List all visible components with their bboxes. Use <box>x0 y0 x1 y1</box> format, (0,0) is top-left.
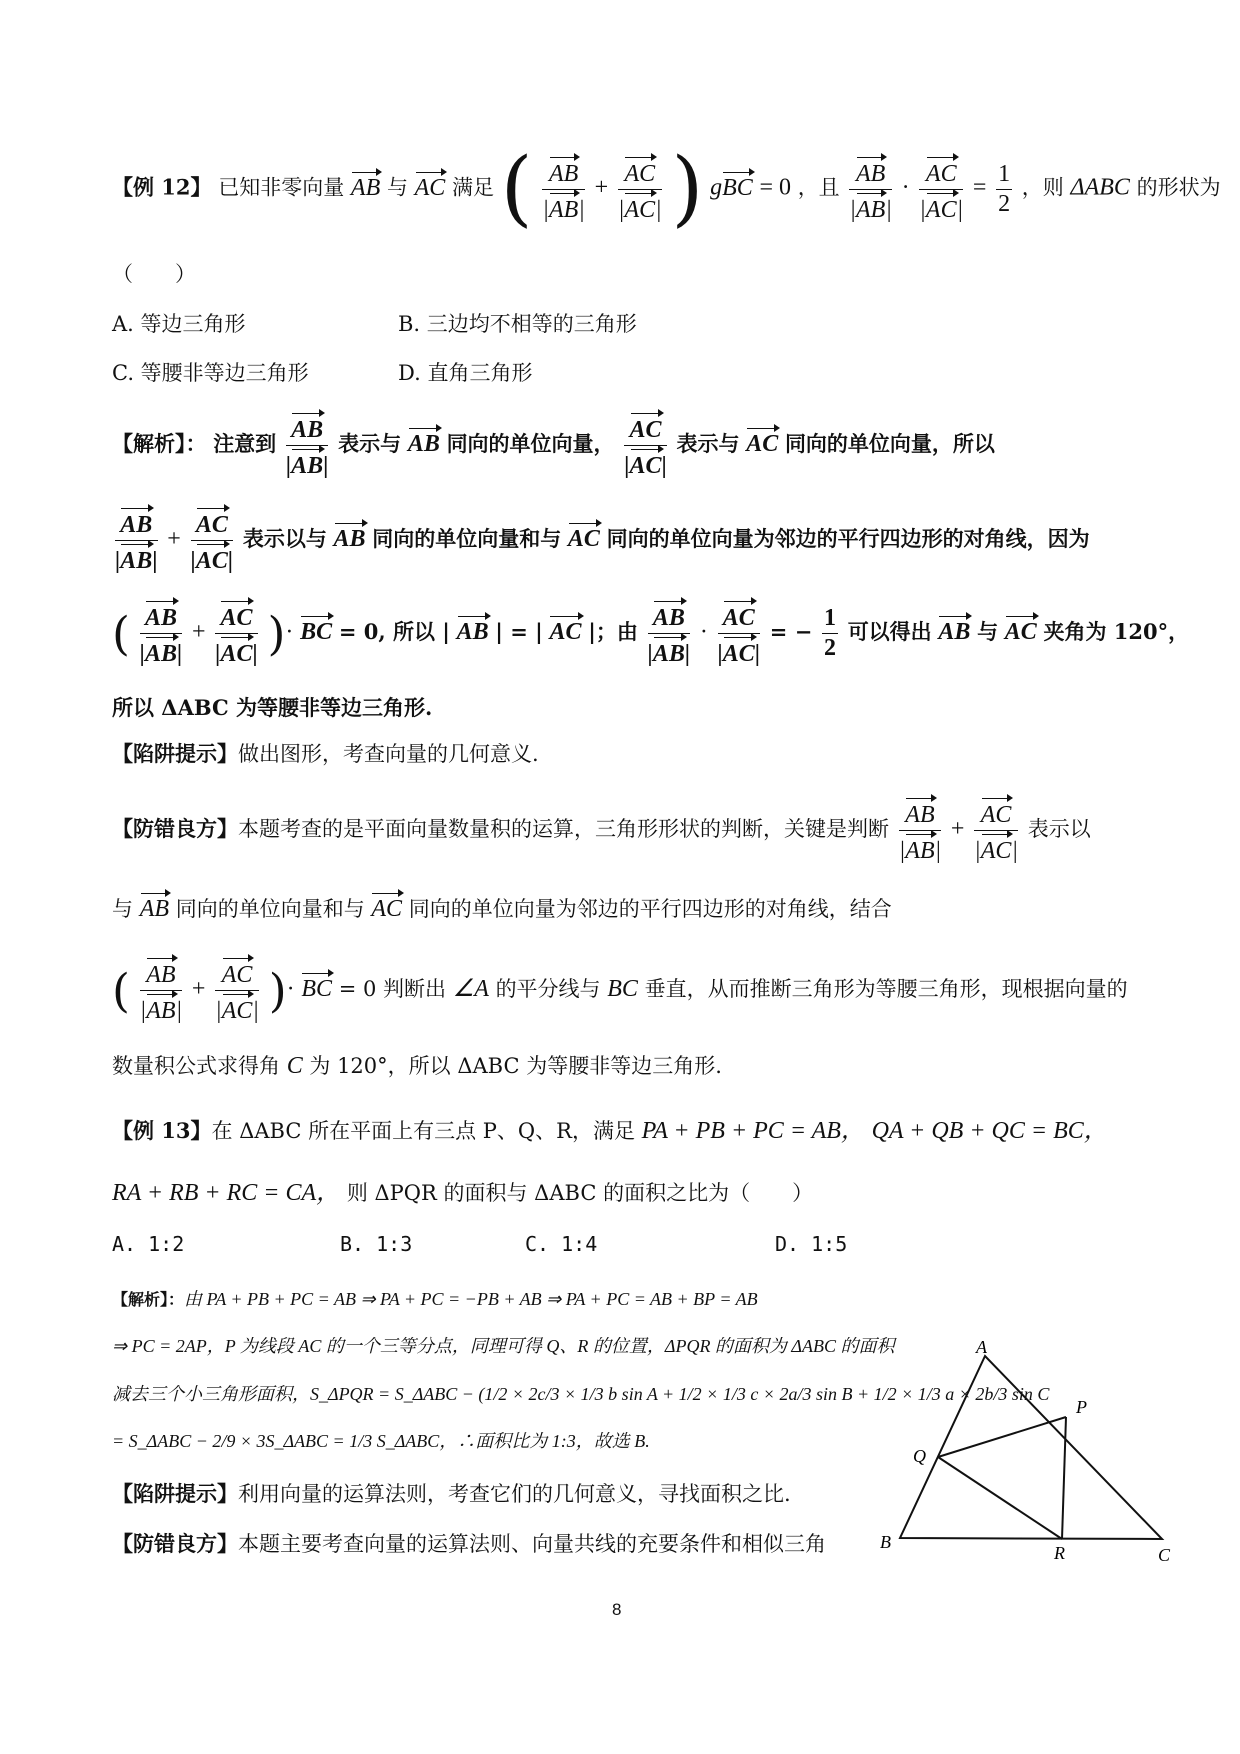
ex13-t1: 在 ΔABC 所在平面上有三点 P、Q、R，满足 <box>211 1119 635 1143</box>
vec-ac: AC <box>415 169 446 202</box>
ex13-fix-label: 【防错良方】 <box>112 1531 238 1556</box>
ex12-trap <box>112 738 539 768</box>
ex13-sol-label: 【解析】： <box>112 1290 185 1309</box>
ex12-trap-text: 做出图形，考查向量的几何意义. <box>238 742 539 766</box>
ex13-label: 【例 13】 <box>112 1118 212 1143</box>
ex12-eq: = <box>972 174 987 201</box>
ex12-sol-p1e: 同向的单位向量，所以 <box>784 430 995 456</box>
ex12-fix-t3c: 同向的单位向量为邻边的平行四边形的对角线，结合 <box>408 897 892 921</box>
ex12-trap-label: 【陷阱提示】 <box>112 741 238 766</box>
ex12-sol-p2c: 同向的单位向量为邻边的平行四边形的对角线，因为 <box>606 525 1090 551</box>
ex13-fix <box>112 1528 826 1558</box>
frac-ac-unit-6: $\frac{AC}{|AC|}$ <box>718 598 761 669</box>
ex13-trap-label: 【陷阱提示】 <box>112 1481 238 1506</box>
ex12-option-c: C. 等腰非等边三角形 <box>112 361 309 385</box>
ex13-sol-l2: ⇒ PC = 2AP，P 为线段 AC 的一个三等分点，同理可得 Q、R 的位置，ΔPQR 的面积为 ΔABC 的面积 <box>112 1336 895 1356</box>
ex13-eq2: QA + QB + QC = BC， <box>871 1118 1108 1144</box>
ex13-sol-line4 <box>112 1427 650 1453</box>
left-paren: ( <box>500 141 533 236</box>
frac-ac-unit-7: $\frac{AC}{|AC|}$ <box>974 795 1018 866</box>
frac-ac-unit-2: $\frac{AC}{|AC|}$ <box>919 154 963 225</box>
ex12-sol-label: 【解析】： <box>112 430 207 456</box>
ex12-eq0: = 0 <box>759 174 791 201</box>
label-r: R <box>1054 1543 1065 1563</box>
ex12-tri: ΔABC <box>1070 174 1130 201</box>
ex12-sol-line1: 【解析】： 注意到 $\frac{AB}{|AB|}$ 表示与 AB 同向的单位向量， $\frac{AC}{|AC|}$ 表示与 AC 同向的单位向量，所以 <box>112 410 995 481</box>
frac-ac-unit-8: $\frac{AC}{|AC|}$ <box>215 955 259 1026</box>
frac-ab-unit-4: $\frac{AB}{|AB|}$ <box>115 505 158 576</box>
triangle-abc <box>900 1356 1162 1539</box>
frac-half-2: $\frac{1}{2}$ <box>824 605 836 661</box>
ex12-label: 【例 12】 <box>112 174 212 200</box>
ex12-fix-line3: ( $\frac{AB}{|AB|}$ + $\frac{AC}{|AC|}$ )· BC = 0 判断出 ∠A 的平分线与 BC 垂直，从而推断三角形为等腰三角形，现根据向量的 <box>112 955 1128 1026</box>
ex13-sol-line1 <box>112 1285 758 1311</box>
ex13-sol-l3: 减去三个小三角形面积，S_ΔPQR = S_ΔABC − (1/2 × 2c/3 × 1/3 b sin A + 1/2 × 1/3 c × 2a/3 sin B + 1/2 × 1/3 a × 2b/3 sin C <box>112 1384 1050 1404</box>
ex12-fix-t2: 表示以 <box>1027 816 1091 841</box>
ex13-sol-line2 <box>112 1332 895 1358</box>
frac-ab-unit-6: $\frac{AB}{|AB|}$ <box>648 598 691 669</box>
ex12-sol-p3d: = − <box>769 618 813 644</box>
ex12-paren: （ ） <box>112 262 196 286</box>
ex12-sol-line3: ( $\frac{AB}{|AB|}$ + $\frac{AC}{|AC|}$ )· BC = 0, 所以 | AB | = | AC |；由 $\frac{AB}{|AB|}$ · $\frac{AC}{|AC|}$ = − $\frac{1}{2}$ 可以得出 AB 与 AC 夹角为 120°， <box>112 598 1189 669</box>
ex12-fix-label: 【防错良方】 <box>112 815 238 841</box>
ex12-fix-line2: 与 AB 同向的单位向量和与 AC 同向的单位向量为邻边的平行四边形的对角线，结合 <box>112 890 892 923</box>
ex12-yu: 与 <box>386 175 408 200</box>
ex12-option-a: A. 等边三角形 <box>112 312 246 336</box>
segment-qr <box>938 1457 1062 1539</box>
ex12-sol-p1d: 表示与 <box>676 430 740 456</box>
ex12-fix-t3b: 同向的单位向量和与 <box>175 897 365 921</box>
page-number: 8 <box>612 1600 622 1619</box>
ex13-fix-text: 本题主要考查向量的运算法则、向量共线的充要条件和相似三角 <box>238 1532 826 1556</box>
ex12-text: 已知非零向量 <box>218 175 345 200</box>
right-paren: ) <box>671 141 704 236</box>
frac-ac-unit: $\frac{AC}{|AC|}$ <box>618 154 662 225</box>
ex12-qie: ，且 <box>797 175 840 200</box>
ex12-statement: 【例 12】 已知非零向量 AB 与 AC 满足 ( $\frac{AB}{|AB|}$ + $\frac{AC}{|AC|}$ ) gBC = 0 ，且 $\frac{AB}{|AB|}$ · $\frac{AC}{|AC|}$ = $\frac{1}{2}$ ，则 ΔABC 的形状为 <box>112 141 1221 236</box>
ex13-t2: 则 ΔPQR 的面积与 ΔABC 的面积之比为（ ） <box>346 1181 814 1205</box>
ex12-sol-p1a: 注意到 <box>213 430 277 456</box>
frac-ab-unit-5: $\frac{AB}{|AB|}$ <box>140 598 183 669</box>
ex12-sol-p3a: = 0, 所以 | <box>338 618 450 644</box>
ex12-fix-t4d: BC <box>607 975 638 1002</box>
ex13-option-a: A. 1:2 <box>112 1232 185 1256</box>
ex13-trap-text: 利用向量的运算法则，考查它们的几何意义，寻找面积之比. <box>238 1482 791 1506</box>
frac-ac-unit-5: $\frac{AC}{|AC|}$ <box>215 598 258 669</box>
ex12-fix-t5c: 为 120°，所以 ΔABC 为等腰非等边三角形. <box>309 1054 722 1078</box>
ex12-fix-t4c: 的平分线与 <box>495 976 601 1001</box>
ex13-option-c: C. 1:4 <box>525 1232 598 1256</box>
ex12-sol-p3e: 可以得出 <box>847 618 932 644</box>
label-c: C <box>1158 1545 1171 1565</box>
ex12-fix-line4 <box>112 1050 722 1080</box>
ex12-sol-p3g: 夹角为 120°， <box>1043 618 1190 644</box>
ex12-sol-p3c: |；由 <box>588 618 638 644</box>
ex12-shape: 的形状为 <box>1136 175 1221 200</box>
segment-qp <box>938 1417 1066 1457</box>
ex12-fix-t3a: 与 <box>112 897 133 921</box>
ex12-option-d: D. 直角三角形 <box>398 361 533 385</box>
label-p: P <box>1076 1397 1087 1417</box>
ex12-fix-t4e: 垂直，从而推断三角形为等腰三角形，现根据向量的 <box>644 976 1128 1001</box>
ex12-mzz: 满足 <box>451 175 494 200</box>
frac-ab-unit-7: $\frac{AB}{|AB|}$ <box>899 795 942 866</box>
ex12-sol-p2b: 同向的单位向量和与 <box>372 525 562 551</box>
ex12-sol-p2a: 表示以与 <box>242 525 327 551</box>
ex13-trap <box>112 1478 791 1508</box>
frac-ac-unit-3: $\frac{AC}{|AC|}$ <box>624 410 667 481</box>
frac-ab-unit-2: $\frac{AB}{|AB|}$ <box>849 154 892 225</box>
ex13-sol-l1: 由 PA + PB + PC = AB ⇒ PA + PC = −PB + AB ⇒ PA + PC = AB + BP = AB <box>184 1289 758 1309</box>
label-b: B <box>880 1532 891 1552</box>
ex12-fix-t5b: C <box>286 1053 303 1079</box>
ex13-eq1: PA + PB + PC = AB， <box>641 1118 865 1144</box>
label-q: Q <box>913 1446 926 1466</box>
ex12-fix-t4a: = 0 判断出 <box>338 976 446 1001</box>
frac-ac-unit-4: $\frac{AC}{|AC|}$ <box>191 505 234 576</box>
ex12-fix-line1: 【防错良方】本题考查的是平面向量数量积的运算，三角形形状的判断，关键是判断 $\frac{AB}{|AB|}$ + $\frac{AC}{|AC|}$ 表示以 <box>112 795 1091 866</box>
ex12-fix-t1: 本题考查的是平面向量数量积的运算，三角形形状的判断，关键是判断 <box>238 816 889 841</box>
ex12-fix-t4b: ∠A <box>452 975 489 1002</box>
ex12-sol-line2: $\frac{AB}{|AB|}$ + $\frac{AC}{|AC|}$ 表示以与 AB 同向的单位向量和与 AC 同向的单位向量为邻边的平行四边形的对角线，因为 <box>112 505 1090 576</box>
ex13-statement-1 <box>112 1110 1108 1145</box>
frac-ab-unit-3: $\frac{AB}{|AB|}$ <box>286 410 329 481</box>
vec-ab: AB <box>351 169 380 202</box>
ex13-sol-l4: = S_ΔABC − 2/9 × 3S_ΔABC = 1/3 S_ΔABC，∴面积比为 1:3，故选 B. <box>112 1431 650 1451</box>
ex12-sol-p3b: | = | <box>495 618 543 644</box>
ex12-sol-p1b: 表示与 <box>338 430 402 456</box>
ex12-option-b: B. 三边均不相等的三角形 <box>398 312 637 336</box>
frac-half: $\frac{1}{2}$ <box>998 160 1011 217</box>
ex13-eq3: RA + RB + RC = CA， <box>112 1180 341 1206</box>
ex13-option-b: B. 1:3 <box>340 1232 413 1256</box>
ex13-option-d: D. 1:5 <box>775 1232 848 1256</box>
ex12-sol-p3f: 与 <box>977 618 999 644</box>
ex12-sol-line4: 所以 ΔABC 为等腰非等边三角形. <box>112 695 433 720</box>
triangle-figure <box>870 1335 1190 1585</box>
label-a: A <box>976 1337 987 1357</box>
frac-ab-unit: $\frac{AB}{|AB|}$ <box>542 154 585 225</box>
ex13-statement-2 <box>112 1172 813 1207</box>
frac-ab-unit-8: $\frac{AB}{|AB|}$ <box>140 955 183 1026</box>
ex12-fix-t5a: 数量积公式求得角 <box>112 1054 280 1078</box>
ex12-sol-p1c: 同向的单位向量， <box>446 430 615 456</box>
ex12-then: ，则 <box>1021 175 1064 200</box>
